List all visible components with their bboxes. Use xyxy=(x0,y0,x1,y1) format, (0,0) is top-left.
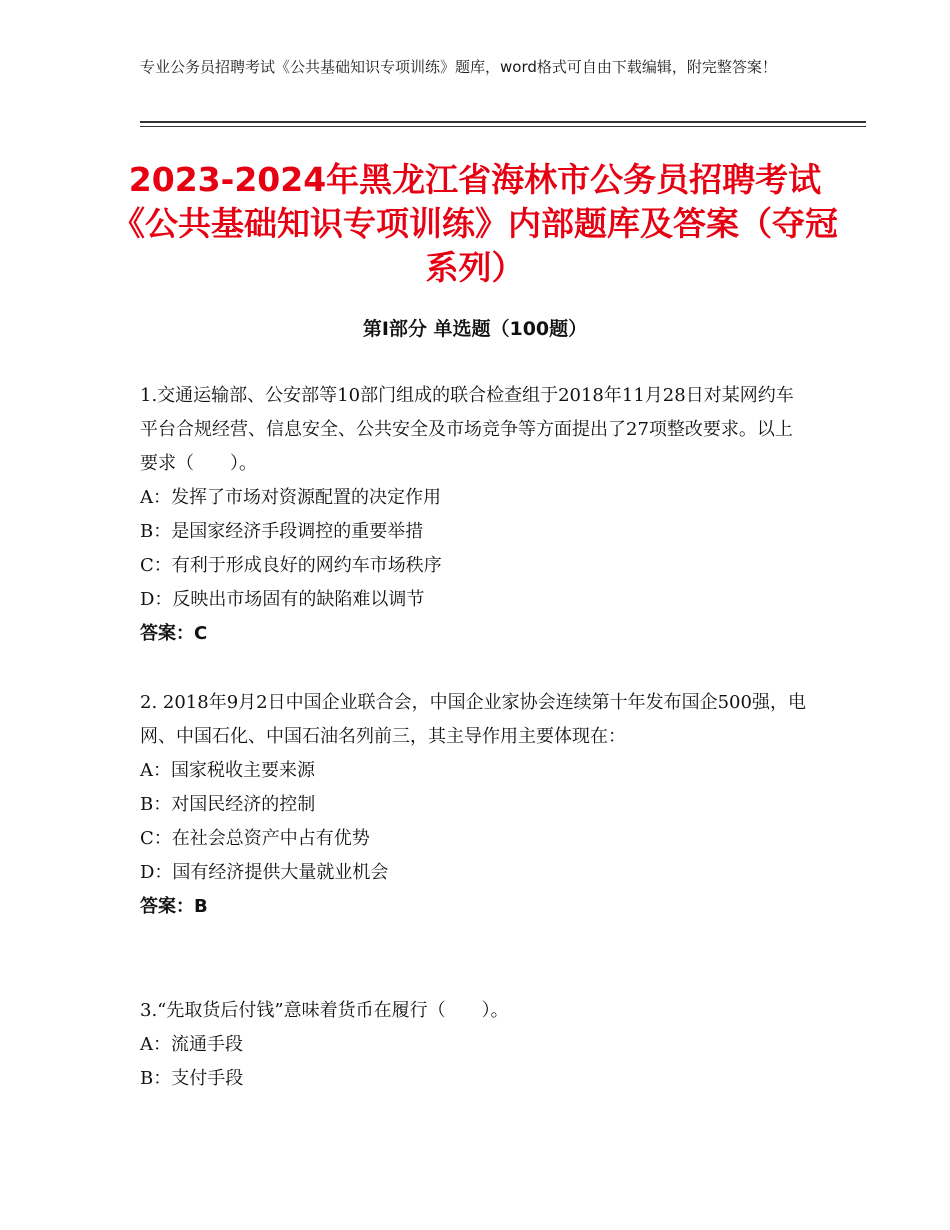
option-c: C：在社会总资产中占有优势 xyxy=(140,828,370,849)
option-a: A：流通手段 xyxy=(140,1034,243,1055)
option-c: C：有利于形成良好的网约车市场秩序 xyxy=(140,555,442,576)
header-rule-thick xyxy=(140,121,866,123)
answer: 答案：C xyxy=(140,623,208,644)
answer: 答案：B xyxy=(140,896,208,917)
option-a: A：国家税收主要来源 xyxy=(140,760,315,781)
question-2 xyxy=(140,686,810,924)
option-d: D：国有经济提供大量就业机会 xyxy=(140,862,389,883)
option-b: B：支付手段 xyxy=(140,1068,244,1089)
question-stem: 2. 2018年9月2日中国企业联合会，中国企业家协会连续第十年发布国企500强，电网、中国石化、中国石油名列前三，其主导作用主要体现在： xyxy=(140,692,806,747)
document-title: 2023-2024年黑龙江省海林市公务员招聘考试《公共基础知识专项训练》内部题库及答案（夺冠系列） xyxy=(112,160,838,287)
header-note: 专业公务员招聘考试《公共基础知识专项训练》题库，word格式可自由下载编辑，附完整答案！ xyxy=(140,58,777,76)
option-b: B：对国民经济的控制 xyxy=(140,794,316,815)
question-stem: 3.“先取货后付钱”意味着货币在履行（ ）。 xyxy=(140,1000,509,1021)
question-1 xyxy=(140,379,810,651)
option-d: D：反映出市场固有的缺陷难以调节 xyxy=(140,589,425,610)
question-3 xyxy=(140,994,810,1096)
option-b: B：是国家经济手段调控的重要举措 xyxy=(140,521,424,542)
question-stem: 1.交通运输部、公安部等10部门组成的联合检查组于2018年11月28日对某网约车平台合规经营、信息安全、公共安全及市场竞争等方面提出了27项整改要求。以上要求（ ）。 xyxy=(140,385,794,474)
section-title: 第Ⅰ部分 单选题（100题） xyxy=(362,318,588,340)
option-a: A：发挥了市场对资源配置的决定作用 xyxy=(140,487,441,508)
header-rule-thin xyxy=(140,126,866,127)
